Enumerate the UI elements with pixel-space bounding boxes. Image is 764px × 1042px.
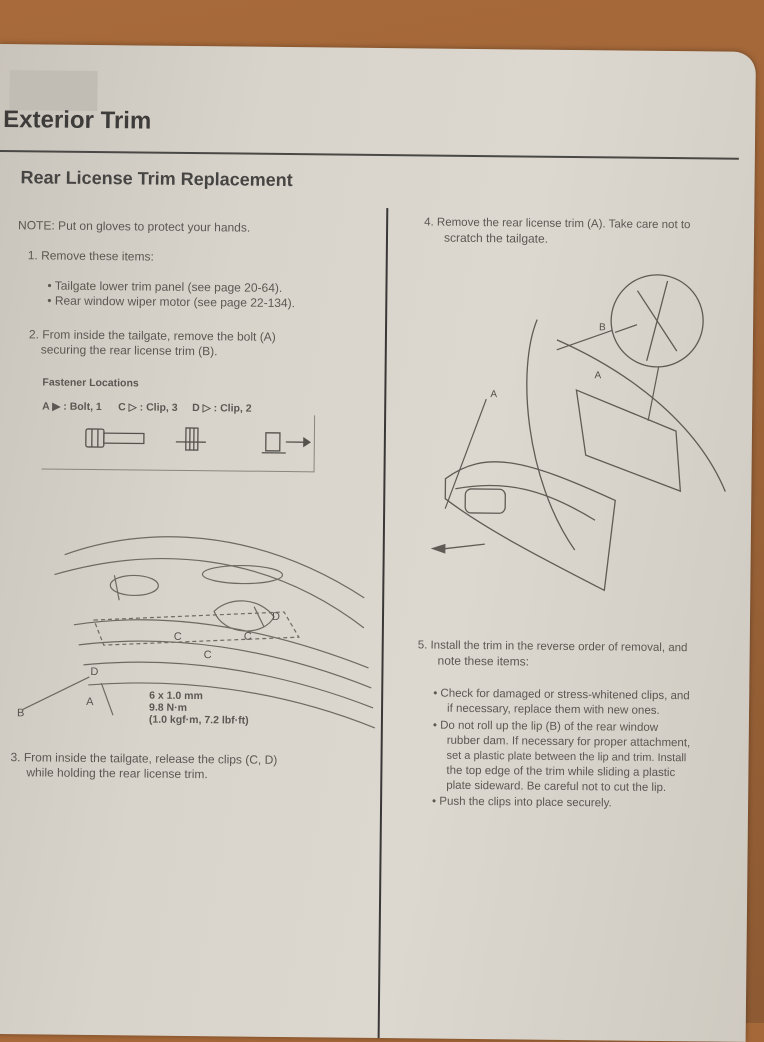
step-3-line-1: 3. From inside the tailgate, release the clips (C, D) — [10, 750, 277, 768]
bullet-text: Rear window wiper motor (see page 22-134). — [55, 294, 295, 311]
tailgate-inside-illustration — [0, 514, 380, 748]
step-4-line-2: scratch the tailgate. — [444, 231, 548, 247]
step-2-line-1: 2. From inside the tailgate, remove the bolt (A) — [29, 327, 276, 345]
bolt-icon — [86, 429, 144, 448]
bullet-item: • Tailgate lower trim panel (see page 20-64). — [47, 279, 282, 296]
fastener-locations-title: Fastener Locations — [42, 376, 138, 389]
label-c: C — [244, 631, 252, 643]
fastener-d: D ▷ : Clip, 2 — [192, 402, 252, 415]
bullet-item: • Do not roll up the lip (B) of the rear window — [433, 719, 658, 736]
label-b: B — [17, 707, 24, 719]
label-c: C — [174, 631, 182, 643]
torque-spec-kgf: (1.0 kgf·m, 7.2 lbf·ft) — [149, 714, 249, 727]
step-2-line-2: securing the rear license trim (B). — [41, 342, 218, 359]
step-1: 1. Remove these items: — [28, 248, 154, 264]
bullet-text: Check for damaged or stress-whitened clips, and — [440, 688, 689, 703]
fastener-a: A ▶ : Bolt, 1 — [42, 400, 102, 413]
bullet-text: set a plastic plate between the lip and trim. Install — [446, 749, 686, 767]
license-trim-illustration — [424, 248, 748, 631]
bullet-text: Tailgate lower trim panel (see page 20-64). — [55, 279, 283, 295]
label-a: A — [86, 696, 94, 708]
label-a: A — [595, 370, 602, 381]
torque-spec-size: 6 x 1.0 mm — [149, 690, 203, 703]
label-d: D — [272, 611, 280, 623]
bullet-item: • Push the clips into place securely. — [432, 795, 612, 812]
manual-page — [0, 44, 756, 1042]
label-d: D — [90, 666, 98, 678]
torque-spec-nm: 9.8 N·m — [149, 702, 187, 714]
bullet-item: • Check for damaged or stress-whitened clips, and — [433, 687, 690, 705]
bullet-text: if necessary, replace them with new ones. — [447, 702, 660, 719]
section-tab — [9, 70, 97, 111]
bullet-text: rubber dam. If necessary for proper attachment, — [447, 734, 691, 752]
note-text: NOTE: Put on gloves to protect your hands. — [18, 218, 250, 235]
label-c: C — [204, 649, 212, 661]
clip-d-icon — [262, 433, 310, 454]
header-divider — [0, 150, 739, 160]
bullet-item: • Rear window wiper motor (see page 22-134). — [47, 294, 295, 312]
bullet-text: Do not roll up the lip (B) of the rear window — [440, 720, 658, 734]
column-divider — [378, 208, 389, 1042]
bullet-text: the top edge of the trim while sliding a plastic — [446, 764, 675, 781]
chapter-title: Exterior Trim — [3, 106, 151, 136]
section-title: Rear License Trim Replacement — [20, 167, 292, 191]
fastener-icons — [42, 412, 315, 471]
bullet-text: Push the clips into place securely. — [439, 796, 612, 810]
label-b: B — [599, 322, 606, 333]
bullet-text: plate sideward. Be careful not to cut the lip. — [446, 779, 666, 796]
step-3-line-2: while holding the rear license trim. — [26, 765, 208, 782]
clip-c-icon — [176, 428, 206, 450]
step-5-line-2: note these items: — [437, 654, 529, 670]
arrows — [23, 676, 113, 715]
label-a: A — [490, 389, 497, 400]
fastener-box — [42, 412, 316, 472]
leader-lines — [445, 323, 659, 511]
fastener-c: C ▷ : Clip, 3 — [118, 401, 178, 414]
step-4-line-1: 4. Remove the rear license trim (A). Take care not to — [424, 215, 690, 233]
step-5-line-1: 5. Install the trim in the reverse order of removal, and — [418, 638, 688, 656]
